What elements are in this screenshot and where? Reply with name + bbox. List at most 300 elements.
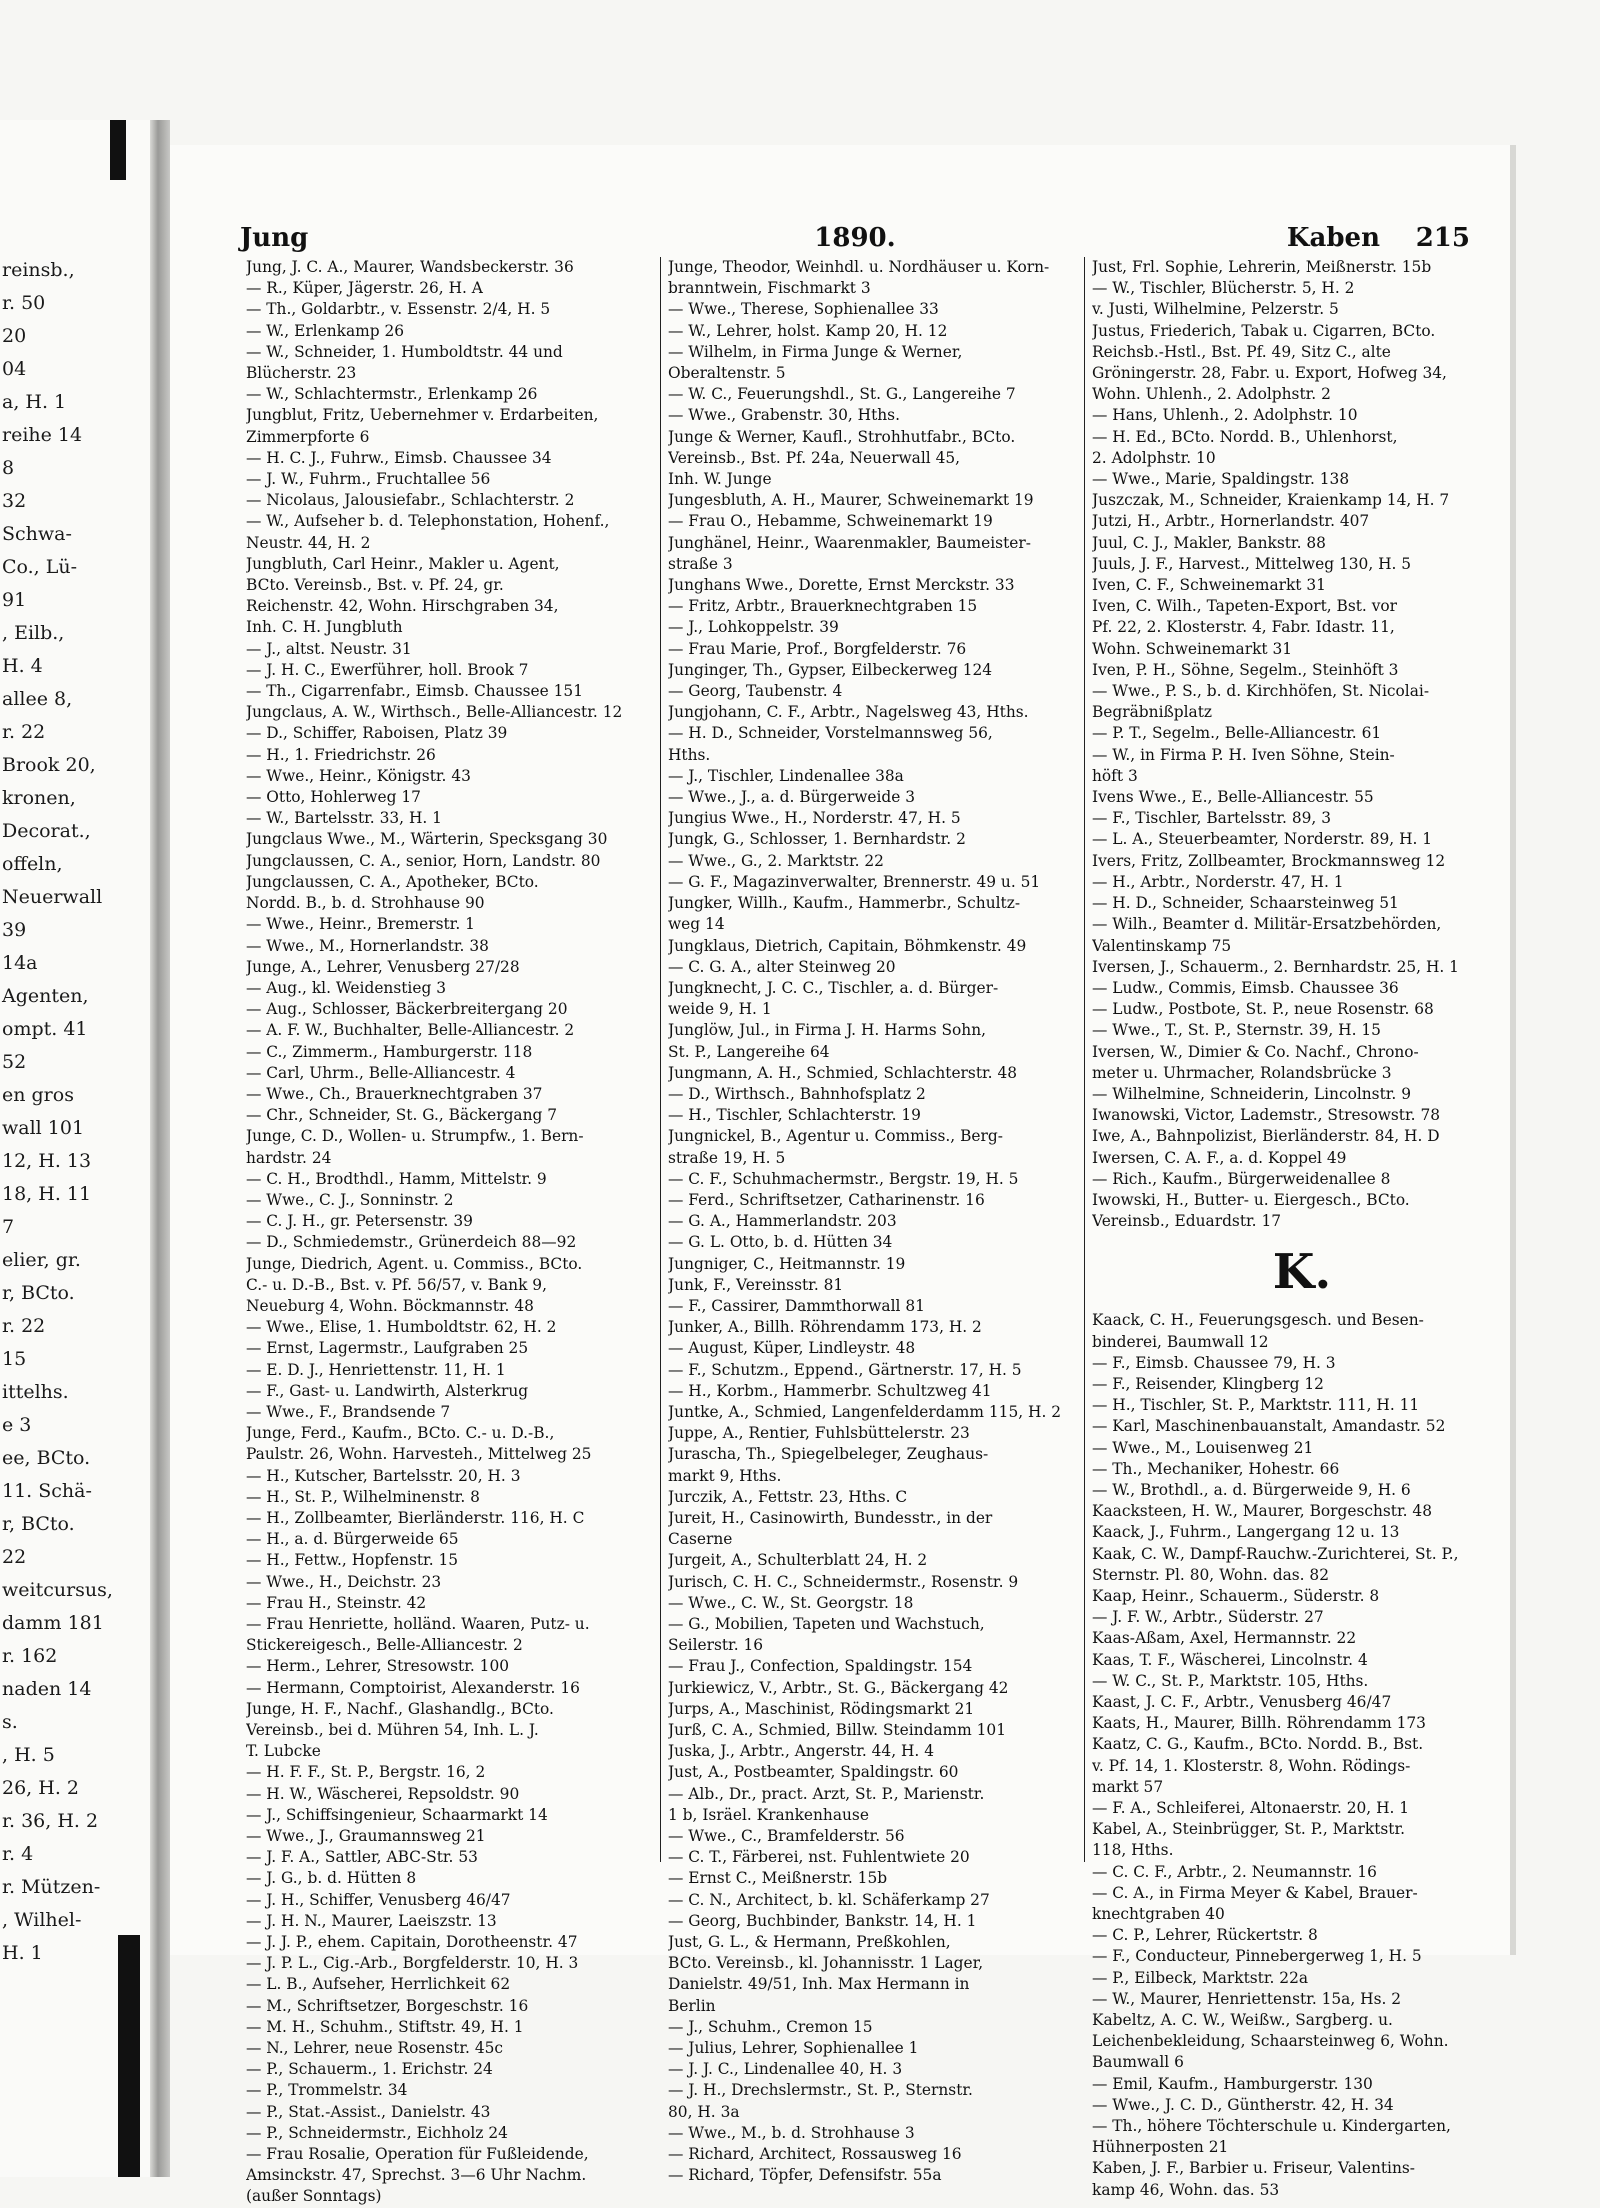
directory-entry: Junge & Werner, Kaufl., Strohhutfabr., BCto.: [668, 427, 1016, 446]
directory-entry: — Karl, Maschinenbauanstalt, Amandastr. 52: [1092, 1417, 1446, 1436]
directory-entry: — Chr., Schneider, St. G., Bäckergang 7: [246, 1106, 558, 1125]
directory-entry: — F. A., Schleiferei, Altonaerstr. 20, H. 1: [1092, 1799, 1410, 1818]
directory-entry: — H., Zollbeamter, Bierländerstr. 116, H. C: [246, 1508, 585, 1527]
column-1: [246, 257, 666, 2208]
left-page-text-fragment: en gros: [2, 1084, 74, 1106]
directory-entry: Iversen, J., Schauerm., 2. Bernhardstr. 25, H. 1: [1092, 957, 1459, 976]
directory-entry: — G. L. Otto, b. d. Hütten 34: [668, 1233, 893, 1252]
directory-entry: Juntke, A., Schmied, Langenfelderdamm 115, H. 2: [668, 1402, 1062, 1421]
directory-entry: — J., Lohkoppelstr. 39: [668, 618, 839, 637]
directory-entry: — H. D., Schneider, Schaarsteinweg 51: [1092, 894, 1399, 913]
directory-entry: Juppe, A., Rentier, Fuhlsbüttelerstr. 23: [668, 1424, 970, 1443]
left-page-text-fragment: Brook 20,: [2, 754, 96, 776]
directory-entry: — J. F. W., Arbtr., Süderstr. 27: [1092, 1608, 1324, 1627]
directory-entry: Jungmann, A. H., Schmied, Schlachterstr. 48: [668, 1063, 1018, 1082]
directory-entry: — Emil, Kaufm., Hamburgerstr. 130: [1092, 2074, 1373, 2093]
left-page-text-fragment: Agenten,: [2, 985, 89, 1007]
column-2: [668, 257, 1088, 2186]
directory-entry: — Ludw., Postbote, St. P., neue Rosenstr. 68: [1092, 1000, 1434, 1019]
directory-entry: v. Pf. 14, 1. Klosterstr. 8, Wohn. Rödings-: [1092, 1756, 1411, 1775]
section-letter: K.: [1272, 1244, 1332, 1301]
directory-entry: — Ernst, Lagermstr., Laufgraben 25: [246, 1339, 529, 1358]
directory-entry: — Ernst C., Meißnerstr. 15b: [668, 1869, 888, 1888]
directory-entry: Kaack, J., Fuhrm., Langergang 12 u. 13: [1092, 1523, 1400, 1542]
directory-entry: — W. C., St. P., Marktstr. 105, Hths.: [1092, 1671, 1369, 1690]
directory-entry: weide 9, H. 1: [668, 1000, 772, 1019]
column-3: [1092, 257, 1512, 2201]
directory-entry: Sternstr. Pl. 80, Wohn. das. 82: [1092, 1565, 1330, 1584]
directory-entry: Jungnickel, B., Agentur u. Commiss., Berg-: [668, 1127, 1003, 1146]
left-page-text-fragment: , Wilhel-: [2, 1909, 82, 1931]
directory-entry: — W., Bartelsstr. 33, H. 1: [246, 809, 442, 828]
directory-entry: — F., Tischler, Bartelsstr. 89, 3: [1092, 809, 1331, 828]
directory-entry: Valentinskamp 75: [1092, 936, 1232, 955]
directory-entry: Hühnerposten 21: [1092, 2138, 1229, 2157]
directory-entry: Vereinsb., Eduardstr. 17: [1092, 1212, 1282, 1231]
directory-entry: Junginger, Th., Gypser, Eilbeckerweg 124: [668, 660, 993, 679]
directory-entry: Junge, Ferd., Kaufm., BCto. C.- u. D.-B.,: [246, 1424, 555, 1443]
left-page-text-fragment: kronen,: [2, 787, 76, 809]
page-number: 215: [1415, 223, 1470, 253]
directory-entry: — J., Tischler, Lindenallee 38a: [668, 766, 904, 785]
directory-entry: Kaatz, C. G., Kaufm., BCto. Nordd. B., Bst.: [1092, 1735, 1424, 1754]
directory-entry: Kaben, J. F., Barbier u. Friseur, Valentins-: [1092, 2159, 1415, 2178]
directory-entry: Reichenstr. 42, Wohn. Hirschgraben 34,: [246, 597, 559, 616]
directory-entry: Inh. W. Junge: [668, 470, 772, 489]
directory-entry: Junker, A., Billh. Röhrendamm 173, H. 2: [668, 1318, 982, 1337]
left-page-text-fragment: a, H. 1: [2, 391, 67, 413]
directory-entry: — Frau Rosalie, Operation für Fußleidende,: [246, 2145, 589, 2164]
directory-entry: Kaats, H., Maurer, Billh. Röhrendamm 173: [1092, 1714, 1426, 1733]
directory-entry: — J. J. C., Lindenallee 40, H. 3: [668, 2060, 903, 2079]
directory-entry: — J. H., Schiffer, Venusberg 46/47: [246, 1890, 511, 1909]
directory-entry: — H. D., Schneider, Vorstelmannsweg 56,: [668, 724, 993, 743]
directory-entry: — Wwe., G., 2. Marktstr. 22: [668, 851, 884, 870]
directory-entry: Jungk, G., Schlosser, 1. Bernhardstr. 2: [668, 830, 966, 849]
directory-entry: Jungclaussen, C. A., senior, Horn, Landstr. 80: [246, 851, 601, 870]
directory-entry: weg 14: [668, 915, 725, 934]
left-page-text-fragment: s.: [2, 1711, 18, 1733]
directory-entry: Neueburg 4, Wohn. Böckmannstr. 48: [246, 1296, 534, 1315]
left-page-text-fragment: r. 50: [2, 292, 46, 314]
directory-entry: — Rich., Kaufm., Bürgerweidenallee 8: [1092, 1169, 1391, 1188]
directory-entry: Iwanowski, Victor, Lademstr., Stresowstr. 78: [1092, 1106, 1441, 1125]
directory-entry: Junglöw, Jul., in Firma J. H. Harms Sohn,: [668, 1021, 987, 1040]
directory-entry: — H., Fettw., Hopfenstr. 15: [246, 1551, 459, 1570]
header-right-keyword: Kaben: [1286, 223, 1380, 253]
directory-entry: — N., Lehrer, neue Rosenstr. 45c: [246, 2039, 504, 2058]
directory-entry: — Wwe., Therese, Sophienallee 33: [668, 300, 939, 319]
directory-entry: — H. Ed., BCto. Nordd. B., Uhlenhorst,: [1092, 427, 1398, 446]
directory-entry: Junge, H. F., Nachf., Glashandlg., BCto.: [246, 1699, 554, 1718]
directory-entry: — F., Reisender, Klingberg 12: [1092, 1374, 1324, 1393]
directory-entry: — Wwe., F., Brandsende 7: [246, 1402, 451, 1421]
book-gutter: [150, 120, 170, 2177]
left-page-text-fragment: 39: [2, 919, 27, 941]
directory-entry: Jurczik, A., Fettstr. 23, Hths. C: [668, 1487, 908, 1506]
left-page-text-fragment: reihe 14: [2, 424, 83, 446]
directory-entry: Junge, Diedrich, Agent. u. Commiss., BCto.: [246, 1254, 583, 1273]
directory-entry: — P., Schauerm., 1. Erichstr. 24: [246, 2060, 493, 2079]
directory-entry: C.- u. D.-B., Bst. v. Pf. 56/57, v. Bank 9,: [246, 1275, 547, 1294]
directory-entry: — J. P. L., Cig.-Arb., Borgfelderstr. 10, H. 3: [246, 1954, 579, 1973]
directory-entry: — Wwe., Marie, Spaldingstr. 138: [1092, 470, 1350, 489]
directory-entry: — J. H., Drechslermstr., St. P., Sternstr.: [668, 2081, 973, 2100]
directory-entry: — G. F., Magazinverwalter, Brennerstr. 49 u. 51: [668, 872, 1041, 891]
directory-entry: Just, G. L., & Hermann, Preßkohlen,: [668, 1933, 951, 1952]
directory-entry: — Wwe., J. C. D., Güntherstr. 42, H. 34: [1092, 2095, 1394, 2114]
directory-entry: — Wwe., J., a. d. Bürgerweide 3: [668, 788, 916, 807]
left-page-text-fragment: 14a: [2, 952, 38, 974]
directory-entry: Jungius Wwe., H., Norderstr. 47, H. 5: [668, 809, 961, 828]
directory-entry: — H., Tischler, St. P., Marktstr. 111, H. 11: [1092, 1396, 1420, 1415]
directory-entry: 80, H. 3a: [668, 2102, 740, 2121]
directory-entry: Danielstr. 49/51, Inh. Max Hermann in: [668, 1975, 970, 1994]
directory-entry: binderei, Baumwall 12: [1092, 1332, 1269, 1351]
directory-entry: — C. F., Schuhmachermstr., Bergstr. 19, H. 5: [668, 1169, 1019, 1188]
directory-entry: — Th., Goldarbtr., v. Essenstr. 2/4, H. 5: [246, 300, 551, 319]
directory-entry: — C. H., Brodthdl., Hamm, Mittelstr. 9: [246, 1169, 547, 1188]
directory-entry: — C. C. F., Arbtr., 2. Neumannstr. 16: [1092, 1862, 1377, 1881]
header-left-keyword: Jung: [240, 223, 309, 253]
directory-entry: — J. H. N., Maurer, Laeiszstr. 13: [246, 1911, 497, 1930]
directory-entry: — C. T., Färberei, nst. Fuhlentwiete 20: [668, 1848, 970, 1867]
directory-entry: — P. T., Segelm., Belle-Alliancestr. 61: [1092, 724, 1382, 743]
left-page-text-fragment: 04: [2, 358, 27, 380]
directory-entry: — Aug., kl. Weidenstieg 3: [246, 978, 446, 997]
directory-entry: Inh. C. H. Jungbluth: [246, 618, 403, 637]
left-page-text-fragment: 11. Schä-: [2, 1480, 92, 1502]
directory-entry: kamp 46, Wohn. das. 53: [1092, 2180, 1280, 2199]
directory-entry: — H. W., Wäscherei, Repsoldstr. 90: [246, 1784, 520, 1803]
directory-entry: Iven, P. H., Söhne, Segelm., Steinhöft 3: [1092, 660, 1399, 679]
directory-entry: — W., Tischler, Blücherstr. 5, H. 2: [1092, 279, 1355, 298]
directory-entry: BCto. Vereinsb., Bst. v. Pf. 24, gr.: [246, 576, 504, 595]
directory-entry: — F., Conducteur, Pinnebergerweg 1, H. 5: [1092, 1947, 1422, 1966]
directory-entry: Iwersen, C. A. F., a. d. Koppel 49: [1092, 1148, 1347, 1167]
directory-entry: 1 b, Isräel. Krankenhause: [668, 1805, 869, 1824]
directory-entry: — M., Schriftsetzer, Borgeschstr. 16: [246, 1996, 529, 2015]
directory-entry: — G., Mobilien, Tapeten und Wachstuch,: [668, 1615, 985, 1633]
left-page-text-fragment: naden 14: [2, 1678, 92, 1700]
directory-entry: Iwe, A., Bahnpolizist, Bierländerstr. 84, H. D: [1092, 1127, 1440, 1146]
directory-entry: Begräbnißplatz: [1092, 703, 1213, 722]
directory-entry: straße 19, H. 5: [668, 1148, 786, 1167]
directory-entry: Oberaltenstr. 5: [668, 364, 786, 383]
directory-entry: — H., Tischler, Schlachterstr. 19: [668, 1106, 921, 1125]
directory-entry: straße 3: [668, 554, 733, 573]
directory-entry: Jurß, C. A., Schmied, Billw. Steindamm 101: [668, 1721, 1007, 1740]
directory-entry: Juszczak, M., Schneider, Kraienkamp 14, H. 7: [1092, 491, 1450, 510]
directory-entry: Justus, Friederich, Tabak u. Cigarren, BCto.: [1092, 321, 1436, 340]
directory-entry: — C. G. A., alter Steinweg 20: [668, 957, 896, 976]
left-page-text-fragment: r. 22: [2, 721, 46, 743]
directory-entry: BCto. Vereinsb., kl. Johannisstr. 1 Lager,: [668, 1954, 984, 1973]
directory-entry: Jurgeit, A., Schulterblatt 24, H. 2: [668, 1551, 928, 1570]
directory-entry: — H., Arbtr., Norderstr. 47, H. 1: [1092, 872, 1344, 891]
directory-entry: — Frau O., Hebamme, Schweinemarkt 19: [668, 512, 993, 531]
directory-entry: 2. Adolphstr. 10: [1092, 448, 1216, 467]
left-page-fragment: [0, 120, 150, 2177]
directory-entry: — C. A., in Firma Meyer & Kabel, Brauer-: [1092, 1883, 1418, 1902]
directory-entry: — Wwe., Heinr., Bremerstr. 1: [246, 915, 475, 934]
left-page-text-fragment: e 3: [2, 1414, 32, 1436]
directory-entry: Junghans Wwe., Dorette, Ernst Merckstr. 33: [668, 576, 1015, 595]
directory-entry: — Wwe., J., Graumannsweg 21: [246, 1827, 486, 1846]
directory-entry: — Fritz, Arbtr., Brauerknechtgraben 15: [668, 597, 978, 616]
directory-entry: — Wwe., Heinr., Königstr. 43: [246, 766, 471, 785]
directory-entry: — P., Schneidermstr., Eichholz 24: [246, 2123, 508, 2142]
left-page-text-fragment: elier, gr.: [2, 1249, 81, 1271]
left-page-text-fragment: r, BCto.: [2, 1513, 75, 1535]
directory-entry: Neustr. 44, H. 2: [246, 533, 371, 552]
directory-entry: 118, Hths.: [1092, 1841, 1174, 1860]
binding-strip-top: [110, 120, 126, 180]
directory-entry: — D., Schiffer, Raboisen, Platz 39: [246, 724, 508, 743]
directory-entry: — Wwe., M., Louisenweg 21: [1092, 1438, 1314, 1457]
directory-entry: Jungbluth, Carl Heinr., Makler u. Agent,: [246, 554, 560, 573]
directory-entry: Junghänel, Heinr., Waarenmakler, Baumeister-: [668, 533, 1031, 552]
left-page-text-fragment: 22: [2, 1546, 27, 1568]
directory-entry: Jureit, H., Casinowirth, Bundesstr., in der: [668, 1508, 993, 1527]
left-page-text-fragment: Neuerwall: [2, 886, 103, 908]
directory-entry: — F., Cassirer, Dammthorwall 81: [668, 1296, 925, 1315]
directory-entry: Kaas, T. F., Wäscherei, Lincolnstr. 4: [1092, 1650, 1368, 1669]
directory-entry: Jungniger, C., Heitmannstr. 19: [668, 1254, 906, 1273]
directory-entry: — R., Küper, Jägerstr. 26, H. A: [246, 279, 483, 298]
directory-entry: — P., Eilbeck, Marktstr. 22a: [1092, 1968, 1309, 1987]
directory-entry: — J. W., Fuhrm., Fruchtallee 56: [246, 470, 491, 489]
directory-entry: — H. F. F., St. P., Bergstr. 16, 2: [246, 1763, 486, 1782]
directory-entry: — H., Kutscher, Bartelsstr. 20, H. 3: [246, 1466, 521, 1485]
directory-entry: — H., 1. Friedrichstr. 26: [246, 745, 436, 764]
directory-entry: Ivens Wwe., E., Belle-Alliancestr. 55: [1092, 788, 1374, 807]
directory-entry: Amsinckstr. 47, Sprechst. 3—6 Uhr Nachm.: [246, 2166, 587, 2185]
directory-entry: — W., in Firma P. H. Iven Söhne, Stein-: [1092, 745, 1395, 764]
directory-entry: markt 57: [1092, 1777, 1164, 1796]
left-page-text-fragment: 91: [2, 589, 27, 611]
directory-entry: — Wwe., H., Deichstr. 23: [246, 1572, 442, 1591]
directory-entry: Kabeltz, A. C. W., Weißw., Sargberg. u.: [1092, 2011, 1393, 2030]
directory-entry: — Richard, Architect, Rossausweg 16: [668, 2145, 962, 2164]
directory-entry: Kaap, Heinr., Schauerm., Süderstr. 8: [1092, 1586, 1380, 1605]
directory-entry: Seilerstr. 16: [668, 1636, 764, 1655]
directory-entry: — Frau H., Steinstr. 42: [246, 1593, 427, 1612]
directory-entry: — J., Schuhm., Cremon 15: [668, 2017, 873, 2036]
directory-entry: — H. C. J., Fuhrw., Eimsb. Chaussee 34: [246, 448, 552, 467]
directory-entry: — D., Schmiedemstr., Grünerdeich 88—92: [246, 1233, 577, 1252]
directory-entry: — W., Maurer, Henriettenstr. 15a, Hs. 2: [1092, 1989, 1402, 2008]
directory-entry: Jurkiewicz, V., Arbtr., St. G., Bäckergang 42: [668, 1678, 1009, 1697]
left-page-text-fragment: , Eilb.,: [2, 622, 65, 644]
directory-entry: Kaast, J. C. F., Arbtr., Venusberg 46/47: [1092, 1693, 1392, 1711]
directory-entry: Wohn. Uhlenh., 2. Adolphstr. 2: [1092, 385, 1331, 404]
left-page-text-fragment: 26, H. 2: [2, 1777, 79, 1799]
left-page-text-fragment: Co., Lü-: [2, 556, 78, 578]
directory-entry: — W., Lehrer, holst. Kamp 20, H. 12: [668, 321, 948, 340]
directory-entry: — F., Eimsb. Chaussee 79, H. 3: [1092, 1353, 1336, 1372]
directory-entry: — Ferd., Schriftsetzer, Catharinenstr. 16: [668, 1190, 985, 1209]
directory-entry: — G. A., Hammerlandstr. 203: [668, 1212, 897, 1231]
directory-entry: — Th., Mechaniker, Hohestr. 66: [1092, 1459, 1340, 1478]
directory-entry: Jungclaus, A. W., Wirthsch., Belle-Alliancestr. 12: [246, 703, 623, 722]
left-page-text-fragment: offeln,: [2, 853, 63, 875]
directory-entry: Junge, A., Lehrer, Venusberg 27/28: [246, 957, 520, 976]
directory-entry: — Wwe., C. W., St. Georgstr. 18: [668, 1593, 914, 1612]
directory-entry: Reichsb.-Hstl., Bst. Pf. 49, Sitz C., alte: [1092, 342, 1391, 361]
left-page-text-fragment: r. 4: [2, 1843, 34, 1865]
left-page-text-fragment: 7: [2, 1216, 15, 1238]
directory-entry: — P., Trommelstr. 34: [246, 2081, 408, 2100]
directory-entry: — Otto, Hohlerweg 17: [246, 788, 421, 807]
directory-entry: — Wwe., P. S., b. d. Kirchhöfen, St. Nicolai-: [1092, 682, 1430, 701]
directory-entry: — Alb., Dr., pract. Arzt, St. P., Marienstr.: [668, 1784, 985, 1803]
directory-entry: — Wilhelmine, Schneiderin, Lincolnstr. 9: [1092, 1084, 1411, 1103]
directory-entry: — Hermann, Comptoirist, Alexanderstr. 16: [246, 1678, 580, 1697]
directory-entry: — Wwe., Elise, 1. Humboldtstr. 62, H. 2: [246, 1318, 557, 1337]
left-page-text-fragment: H. 4: [2, 655, 43, 677]
directory-entry: Wohn. Schweinemarkt 31: [1092, 639, 1293, 658]
directory-entry: Paulstr. 26, Wohn. Harvesteh., Mittelweg 25: [246, 1445, 592, 1464]
directory-entry: meter u. Uhrmacher, Rolandsbrücke 3: [1092, 1063, 1392, 1082]
directory-entry: — C. N., Architect, b. kl. Schäferkamp 27: [668, 1890, 990, 1909]
directory-entry: — L. B., Aufseher, Herrlichkeit 62: [246, 1975, 511, 1994]
directory-entry: Junge, Theodor, Weinhdl. u. Nordhäuser u. Korn-: [668, 258, 1050, 276]
directory-entry: — H., Korbm., Hammerbr. Schultzweg 41: [668, 1381, 992, 1400]
directory-entry: — J. H. C., Ewerführer, holl. Brook 7: [246, 660, 529, 679]
directory-entry: — J. J. P., ehem. Capitain, Dorotheenstr. 47: [246, 1933, 578, 1952]
left-page-text-fragment: Decorat.,: [2, 820, 91, 842]
left-page-text-fragment: 20: [2, 325, 27, 347]
directory-entry: — Th., Cigarrenfabr., Eimsb. Chaussee 151: [246, 682, 584, 701]
directory-entry: Iven, C. F., Schweinemarkt 31: [1092, 576, 1326, 595]
directory-entry: Kabel, A., Steinbrügger, St. P., Marktstr.: [1092, 1820, 1406, 1839]
directory-entry: Jungclaus Wwe., M., Wärterin, Specksgang 30: [246, 830, 608, 849]
directory-entry: (außer Sonntags): [246, 2187, 382, 2206]
directory-entry: — Frau J., Confection, Spaldingstr. 154: [668, 1657, 973, 1676]
left-page-text-fragment: 8: [2, 457, 15, 479]
directory-entry: — Herm., Lehrer, Stresowstr. 100: [246, 1657, 510, 1676]
directory-entry: Stickereigesch., Belle-Alliancestr. 2: [246, 1636, 523, 1655]
directory-entry: — Wwe., C., Bramfelderstr. 56: [668, 1827, 905, 1846]
directory-entry: — J. F. A., Sattler, ABC-Str. 53: [246, 1848, 478, 1867]
directory-entry: Blücherstr. 23: [246, 364, 357, 383]
directory-entry: hardstr. 24: [246, 1148, 332, 1167]
directory-entry: — Wwe., C. J., Sonninstr. 2: [246, 1190, 454, 1209]
directory-entry: — P., Stat.-Assist., Danielstr. 43: [246, 2102, 491, 2121]
directory-entry: — Wwe., Grabenstr. 30, Hths.: [668, 406, 900, 425]
directory-entry: Leichenbekleidung, Schaarsteinweg 6, Wohn.: [1092, 2032, 1449, 2051]
directory-entry: Just, Frl. Sophie, Lehrerin, Meißnerstr. 15b: [1092, 258, 1432, 276]
directory-entry: — Richard, Töpfer, Defensifstr. 55a: [668, 2166, 942, 2185]
left-page-text-fragment: r. 162: [2, 1645, 58, 1667]
directory-entry: St. P., Langereihe 64: [668, 1042, 830, 1061]
directory-entry: — C. J. H., gr. Petersenstr. 39: [246, 1212, 473, 1231]
left-page-text-fragment: allee 8,: [2, 688, 73, 710]
left-page-text-fragment: 12, H. 13: [2, 1150, 92, 1172]
directory-entry: Iwowski, H., Butter- u. Eiergesch., BCto.: [1092, 1190, 1410, 1209]
directory-entry: — Hans, Uhlenh., 2. Adolphstr. 10: [1092, 406, 1358, 425]
directory-entry: — E. D. J., Henriettenstr. 11, H. 1: [246, 1360, 506, 1379]
directory-entry: Jurps, A., Maschinist, Rödingsmarkt 21: [668, 1699, 975, 1718]
directory-entry: Jungjohann, C. F., Arbtr., Nagelsweg 43, Hths.: [668, 703, 1029, 722]
directory-entry: branntwein, Fischmarkt 3: [668, 279, 871, 298]
directory-entry: — Nicolaus, Jalousiefabr., Schlachterstr. 2: [246, 491, 575, 510]
directory-entry: — Wwe., M., b. d. Strohhause 3: [668, 2123, 915, 2142]
directory-entry: Nordd. B., b. d. Strohhause 90: [246, 894, 485, 913]
directory-entry: — Georg, Buchbinder, Bankstr. 14, H. 1: [668, 1911, 977, 1930]
directory-entry: Kaas-Aßam, Axel, Hermannstr. 22: [1092, 1629, 1357, 1648]
left-page-text-fragment: Schwa-: [2, 523, 72, 545]
directory-entry: — J., altst. Neustr. 31: [246, 639, 412, 658]
directory-entry: Just, A., Postbeamter, Spaldingstr. 60: [668, 1763, 959, 1782]
directory-entry: — August, Küper, Lindleystr. 48: [668, 1339, 916, 1358]
directory-entry: — Frau Marie, Prof., Borgfelderstr. 76: [668, 639, 967, 658]
header-year: 1890.: [814, 223, 896, 253]
directory-entry: Jutzi, H., Arbtr., Hornerlandstr. 407: [1092, 512, 1370, 531]
directory-entry: — J., Schiffsingenieur, Schaarmarkt 14: [246, 1805, 548, 1824]
directory-entry: Jungker, Willh., Kaufm., Hammerbr., Schultz-: [668, 894, 1021, 913]
directory-entry: markt 9, Hths.: [668, 1466, 782, 1485]
directory-entry: Jurisch, C. H. C., Schneidermstr., Rosenstr. 9: [668, 1572, 1019, 1591]
left-page-text-fragment: wall 101: [2, 1117, 85, 1139]
directory-entry: Baumwall 6: [1092, 2053, 1184, 2072]
directory-entry: Jungblut, Fritz, Uebernehmer v. Erdarbeiten,: [246, 406, 599, 425]
directory-entry: — L. A., Steuerbeamter, Norderstr. 89, H. 1: [1092, 830, 1433, 849]
left-page-text-fragment: ittelhs.: [2, 1381, 69, 1403]
directory-entry: — Aug., Schlosser, Bäckerbreitergang 20: [246, 1000, 568, 1019]
directory-entry: — Wwe., M., Hornerlandstr. 38: [246, 936, 489, 955]
directory-entry: T. Lubcke: [246, 1742, 321, 1761]
directory-entry: Zimmerpforte 6: [246, 427, 370, 446]
directory-entry: — Julius, Lehrer, Sophienallee 1: [668, 2039, 919, 2058]
directory-entry: — J. G., b. d. Hütten 8: [246, 1869, 417, 1888]
directory-entry: Berlin: [668, 1996, 716, 2015]
directory-entry: — W., Aufseher b. d. Telephonstation, Hohenf.,: [246, 512, 610, 531]
directory-entry: — A. F. W., Buchhalter, Belle-Alliancestr. 2: [246, 1021, 575, 1040]
directory-entry: v. Justi, Wilhelmine, Pelzerstr. 5: [1092, 300, 1339, 319]
left-page-text-fragment: 15: [2, 1348, 27, 1370]
left-page-text-fragment: r. 22: [2, 1315, 46, 1337]
directory-entry: Kaak, C. W., Dampf-Rauchw.-Zurichterei, St. P.,: [1092, 1544, 1459, 1563]
directory-entry: — Ludw., Commis, Eimsb. Chaussee 36: [1092, 978, 1399, 997]
left-page-text-fragment: 32: [2, 490, 27, 512]
left-page-text-fragment: r. 36, H. 2: [2, 1810, 99, 1832]
directory-entry: Kaacksteen, H. W., Maurer, Borgeschstr. 48: [1092, 1502, 1433, 1521]
directory-entry: Iversen, W., Dimier & Co. Nachf., Chrono-: [1092, 1042, 1419, 1061]
directory-entry: — Frau Henriette, holländ. Waaren, Putz- u.: [246, 1615, 590, 1633]
directory-entry: — H., St. P., Wilhelminenstr. 8: [246, 1487, 480, 1506]
left-page-text-fragment: damm 181: [2, 1612, 104, 1634]
directory-entry: Kaack, C. H., Feuerungsgesch. und Besen-: [1092, 1311, 1424, 1330]
directory-entry: höft 3: [1092, 766, 1138, 785]
directory-entry: — W., Schneider, 1. Humboldtstr. 44 und: [246, 342, 563, 361]
directory-entry: — Wilh., Beamter d. Militär-Ersatzbehörden,: [1092, 915, 1442, 934]
directory-entry: — Carl, Uhrm., Belle-Alliancestr. 4: [246, 1063, 516, 1082]
directory-entry: Hths.: [668, 745, 711, 764]
directory-entry: Junge, C. D., Wollen- u. Strumpfw., 1. Bern-: [246, 1127, 584, 1146]
directory-entry: Jungklaus, Dietrich, Capitain, Böhmkenstr. 49: [668, 936, 1027, 955]
directory-entry: — C., Zimmerm., Hamburgerstr. 118: [246, 1042, 533, 1061]
left-page-text-fragment: 18, H. 11: [2, 1183, 92, 1205]
left-page-text-fragment: r, BCto.: [2, 1282, 75, 1304]
directory-entry: Vereinsb., Bst. Pf. 24a, Neuerwall 45,: [668, 448, 961, 467]
directory-entry: — W., Brothdl., a. d. Bürgerweide 9, H. 6: [1092, 1480, 1411, 1499]
directory-entry: Ivers, Fritz, Zollbeamter, Brockmannsweg 12: [1092, 851, 1446, 870]
directory-entry: Jurascha, Th., Spiegelbeleger, Zeughaus-: [668, 1445, 989, 1464]
directory-entry: Jungesbluth, A. H., Maurer, Schweinemarkt 19: [668, 491, 1034, 510]
directory-entry: — F., Schutzm., Eppend., Gärtnerstr. 17, H. 5: [668, 1360, 1022, 1379]
